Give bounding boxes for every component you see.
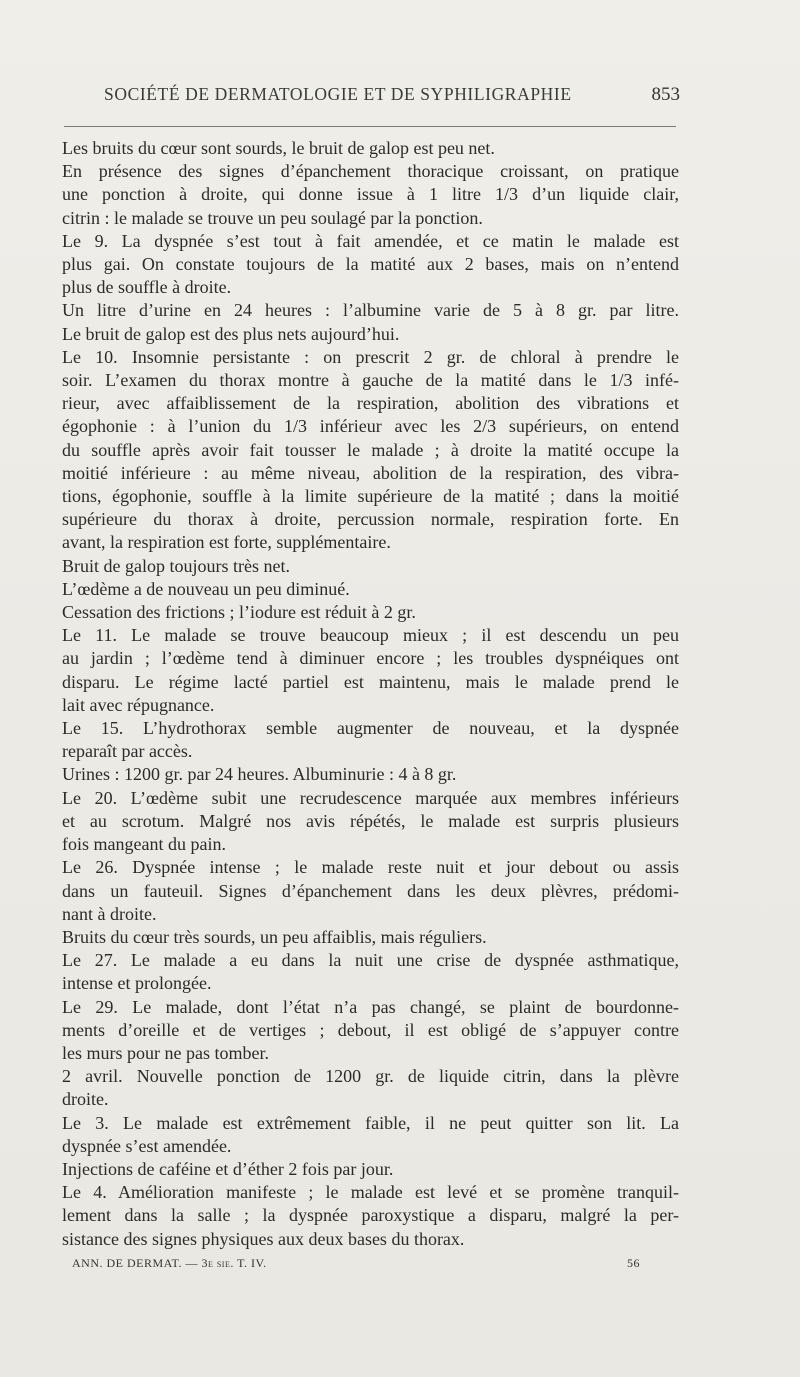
footer-signature: ANN. DE DERMAT. — 3e sie. T. IV. (72, 1256, 267, 1270)
text-line: sistance des signes physiques aux deux bases du thorax. (62, 1228, 465, 1249)
text-line: reparaît par accès. (62, 741, 193, 762)
text-line: Bruit de galop toujours très net. (62, 555, 290, 576)
text-line: Le bruit de galop est des plus nets aujourd’hui. (62, 323, 400, 344)
text-line: dans un fauteuil. Signes d’épanchement dans les deux plèvres, prédomi- (62, 880, 679, 901)
text-line: nant à droite. (62, 903, 157, 924)
text-line: Le 11. Le malade se trouve beaucoup mieux ; il est descendu un peu (62, 625, 679, 646)
text-line: Le 10. Insomnie persistante : on prescrit 2 gr. de chloral à prendre le (62, 346, 679, 367)
text-line: supérieure du thorax à droite, percussion normale, respiration forte. En (62, 509, 679, 530)
page-footer (72, 1256, 640, 1276)
text-line: Le 15. L’hydrothorax semble augmenter de nouveau, et la dyspnée (62, 718, 679, 739)
text-line: L’œdème a de nouveau un peu diminué. (62, 578, 350, 599)
text-line: fois mangeant du pain. (62, 834, 226, 855)
text-line: et au scrotum. Malgré nos avis répétés, le malade est surpris plusieurs (62, 810, 679, 831)
page-number: 853 (651, 84, 680, 105)
text-line: Le 4. Amélioration manifeste ; le malade est levé et se promène tranquil- (62, 1182, 679, 1203)
text-line: Les bruits du cœur sont sourds, le bruit de galop est peu net. (62, 138, 495, 158)
text-line: rieur, avec affaiblissement de la respiration, abolition des vibrations et (62, 393, 679, 414)
text-line: avant, la respiration est forte, supplémentaire. (62, 532, 391, 553)
text-line: au jardin ; l’œdème tend à diminuer encore ; les troubles dyspnéiques ont (62, 648, 679, 669)
text-line: plus de souffle à droite. (62, 277, 232, 298)
text-line: droite. (62, 1089, 109, 1110)
text-line: dyspnée s’est amendée. (62, 1135, 232, 1156)
text-line: Le 29. Le malade, dont l’état n’a pas changé, se plaint de bourdonne- (62, 996, 679, 1017)
body-text (62, 137, 679, 1251)
text-line: Injections de caféine et d’éther 2 fois par jour. (62, 1158, 394, 1179)
text-line: plus gai. On constate toujours de la matité aux 2 bases, mais on n’entend (62, 254, 679, 275)
text-line: du souffle après avoir fait tousser le malade ; à droite la matité occupe la (62, 439, 679, 460)
text-line: citrin : le malade se trouve un peu soulagé par la ponction. (62, 207, 483, 228)
text-line: soir. L’examen du thorax montre à gauche de la matité dans le 1/3 infé- (62, 370, 679, 391)
text-line: Le 3. Le malade est extrêmement faible, il ne peut quitter son lit. La (62, 1112, 679, 1133)
text-line: disparu. Le régime lacté partiel est maintenu, mais le malade prend le (62, 671, 679, 692)
text-line: 2 avril. Nouvelle ponction de 1200 gr. de liquide citrin, dans la plèvre (62, 1066, 679, 1087)
text-line: ments d’oreille et de vertiges ; debout, il est obligé de s’appuyer contre (62, 1019, 679, 1040)
text-line: Urines : 1200 gr. par 24 heures. Albuminurie : 4 à 8 gr. (62, 764, 457, 785)
running-title: SOCIÉTÉ DE DERMATOLOGIE ET DE SYPHILIGRAPHIE (104, 84, 572, 104)
text-line: tions, égophonie, souffle à la limite supérieure de la matité ; dans la moitié (62, 486, 679, 507)
text-line: Bruits du cœur très sourds, un peu affaiblis, mais réguliers. (62, 926, 487, 947)
text-line: lement dans la salle ; la dyspnée paroxystique a disparu, malgré la per- (62, 1205, 679, 1226)
text-line: lait avec répugnance. (62, 694, 215, 715)
text-line: moitié inférieure : au même niveau, abolition de la respiration, des vibra- (62, 462, 679, 483)
text-line: Le 20. L’œdème subit une recrudescence marquée aux membres inférieurs (62, 787, 679, 808)
text-line: une ponction à droite, qui donne issue à 1 litre 1/3 d’un liquide clair, (62, 184, 679, 205)
text-line: Le 26. Dyspnée intense ; le malade reste nuit et jour debout ou assis (62, 857, 679, 878)
text-line: intense et prolongée. (62, 973, 212, 994)
page-header (60, 84, 680, 114)
text-line: égophonie : à l’union du 1/3 inférieur avec les 2/3 supérieurs, on entend (62, 416, 679, 437)
text-line: Le 27. Le malade a eu dans la nuit une crise de dyspnée asthmatique, (62, 950, 679, 971)
text-line: Cessation des frictions ; l’iodure est réduit à 2 gr. (62, 602, 416, 623)
footer-signature-number: 56 (627, 1256, 640, 1270)
header-rule (64, 126, 676, 127)
text-line: En présence des signes d’épanchement thoracique croissant, on pratique (62, 161, 679, 182)
text-line: Un litre d’urine en 24 heures : l’albumine varie de 5 à 8 gr. par litre. (62, 300, 679, 321)
text-line: Le 9. La dyspnée s’est tout à fait amendée, et ce matin le malade est (62, 230, 679, 251)
text-line: les murs pour ne pas tomber. (62, 1042, 269, 1063)
